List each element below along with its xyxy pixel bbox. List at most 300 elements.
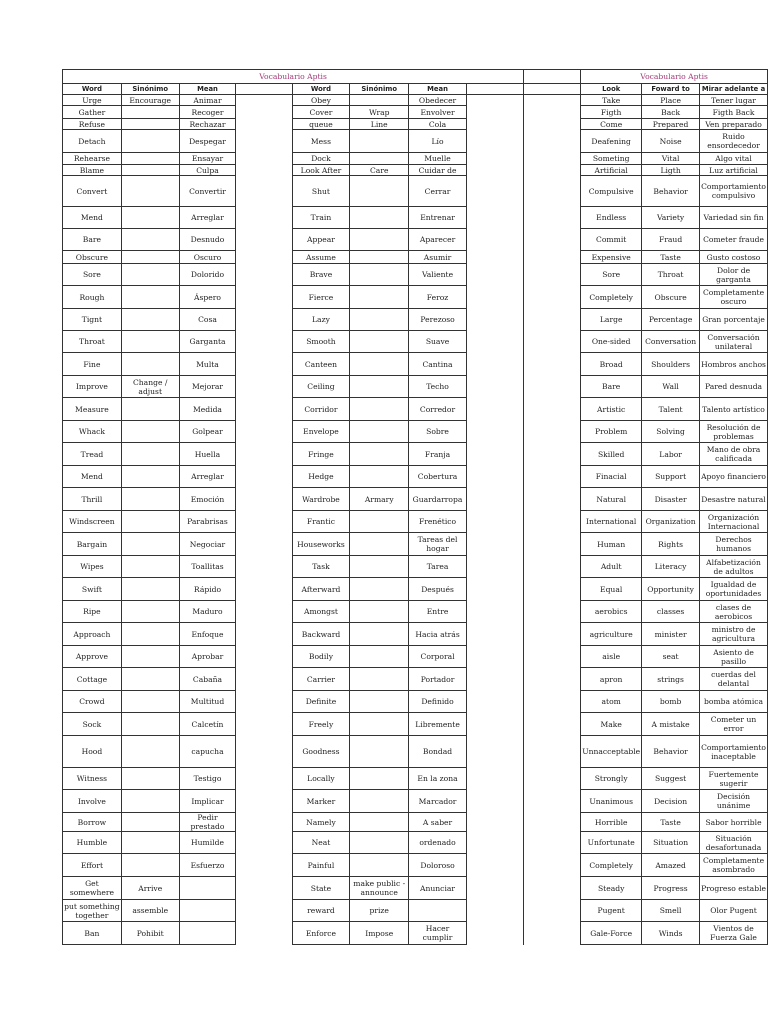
meaning-cell: Decisión unánime (700, 790, 768, 813)
meaning-cell: Humilde (179, 832, 236, 854)
look-cell: Commit (581, 229, 642, 251)
forward-cell: Conversation (642, 331, 700, 353)
meaning-cell: Tarea (409, 556, 467, 578)
table-row (63, 353, 768, 376)
word-cell: Definite (292, 691, 350, 713)
spacer-cell (524, 130, 581, 153)
spacer-cell (466, 691, 523, 713)
spacer-cell (466, 854, 523, 877)
meaning-cell: clases de aerobicos (700, 601, 768, 623)
table-row (63, 331, 768, 353)
word-cell: Refuse (63, 119, 122, 130)
look-cell: Expensive (581, 251, 642, 264)
look-cell: Sore (581, 264, 642, 286)
forward-cell: bomb (642, 691, 700, 713)
synonym-cell (350, 601, 409, 623)
meaning-cell: A saber (409, 813, 467, 832)
synonym-cell (121, 556, 179, 578)
forward-cell: Ligth (642, 165, 700, 176)
meaning-cell (179, 900, 236, 922)
meaning-cell: Hacia atrás (409, 623, 467, 646)
synonym-cell (350, 176, 409, 207)
look-cell: agriculture (581, 623, 642, 646)
spacer-cell (466, 421, 523, 443)
spacer-cell (236, 421, 292, 443)
synonym-cell (350, 421, 409, 443)
forward-cell: Taste (642, 813, 700, 832)
table-row (63, 533, 768, 556)
table-row (63, 153, 768, 165)
meaning-cell: Progreso estable (700, 877, 768, 900)
meaning-cell: Garganta (179, 331, 236, 353)
spacer-cell (236, 376, 292, 398)
synonym-cell (121, 646, 179, 668)
spacer-cell (466, 922, 523, 945)
spacer-cell (524, 922, 581, 945)
forward-cell: Literacy (642, 556, 700, 578)
spacer-cell (466, 309, 523, 331)
synonym-cell (350, 578, 409, 601)
spacer-cell (524, 691, 581, 713)
meaning-cell: Desnudo (179, 229, 236, 251)
spacer-cell (236, 165, 292, 176)
forward-cell: Behavior (642, 736, 700, 768)
forward-cell: Rights (642, 533, 700, 556)
word-cell: Freely (292, 713, 350, 736)
spacer-cell (524, 106, 581, 119)
blank-cell (524, 70, 581, 84)
spacer-cell (524, 229, 581, 251)
table-row (63, 165, 768, 176)
spacer-cell (466, 511, 523, 533)
meaning-cell: Entrenar (409, 207, 467, 229)
forward-cell: Amazed (642, 854, 700, 877)
look-cell: Artificial (581, 165, 642, 176)
table-row (63, 251, 768, 264)
spacer-cell (466, 130, 523, 153)
meaning-cell: Cerrar (409, 176, 467, 207)
synonym-cell (121, 854, 179, 877)
look-cell: Completely (581, 854, 642, 877)
synonym-cell: Wrap (350, 106, 409, 119)
word-cell: Locally (292, 768, 350, 790)
spacer-cell (524, 95, 581, 106)
meaning-cell: Anunciar (409, 877, 467, 900)
meaning-cell: Corporal (409, 646, 467, 668)
meaning-cell: Talento artístico (700, 398, 768, 421)
word-cell: Carrier (292, 668, 350, 691)
meaning-cell: Guardarropa (409, 488, 467, 511)
forward-cell: Talent (642, 398, 700, 421)
spacer-cell (466, 84, 523, 95)
word-cell: Sock (63, 713, 122, 736)
spacer-cell (466, 601, 523, 623)
spacer-cell (236, 119, 292, 130)
synonym-cell (121, 264, 179, 286)
forward-cell: Suggest (642, 768, 700, 790)
spacer-cell (466, 790, 523, 813)
synonym-cell (350, 533, 409, 556)
synonym-cell (350, 286, 409, 309)
meaning-cell: Cosa (179, 309, 236, 331)
synonym-cell (121, 488, 179, 511)
word-cell: Witness (63, 768, 122, 790)
meaning-cell: Áspero (179, 286, 236, 309)
spacer-cell (236, 398, 292, 421)
meaning-cell: Pedir prestado (179, 813, 236, 832)
spacer-cell (236, 736, 292, 768)
spacer-cell (524, 713, 581, 736)
spacer-cell (466, 488, 523, 511)
header-word-2: Word (292, 84, 350, 95)
meaning-cell: Culpa (179, 165, 236, 176)
look-cell: Strongly (581, 768, 642, 790)
header-synonym-2: Sinónimo (350, 84, 409, 95)
synonym-cell (121, 106, 179, 119)
word-cell: queue (292, 119, 350, 130)
table-row (63, 556, 768, 578)
synonym-cell (121, 176, 179, 207)
spacer-cell (466, 578, 523, 601)
synonym-cell (121, 153, 179, 165)
word-cell: Shut (292, 176, 350, 207)
meaning-cell: Frenético (409, 511, 467, 533)
synonym-cell (121, 421, 179, 443)
spacer-cell (524, 813, 581, 832)
synonym-cell (350, 556, 409, 578)
look-cell: Deafening (581, 130, 642, 153)
synonym-cell (350, 229, 409, 251)
spacer-cell (236, 130, 292, 153)
spacer-cell (524, 84, 581, 95)
meaning-cell: Oscuro (179, 251, 236, 264)
word-cell: Mend (63, 466, 122, 488)
meaning-cell: Convertir (179, 176, 236, 207)
meaning-cell: Arreglar (179, 207, 236, 229)
forward-cell: Situation (642, 832, 700, 854)
word-cell: Convert (63, 176, 122, 207)
table-row (63, 106, 768, 119)
synonym-cell: Change / adjust (121, 376, 179, 398)
meaning-cell: Conversación unilateral (700, 331, 768, 353)
look-cell: Gale-Force (581, 922, 642, 945)
spacer-cell (466, 331, 523, 353)
look-cell: Unnacceptable (581, 736, 642, 768)
spacer-cell (236, 511, 292, 533)
look-cell: atom (581, 691, 642, 713)
look-cell: Pugent (581, 900, 642, 922)
table-row (63, 376, 768, 398)
word-cell: Mess (292, 130, 350, 153)
look-cell: Figth (581, 106, 642, 119)
table-row (63, 900, 768, 922)
word-cell: Detach (63, 130, 122, 153)
meaning-cell: Golpear (179, 421, 236, 443)
spacer-cell (236, 877, 292, 900)
synonym-cell (350, 854, 409, 877)
meaning-cell: Hombros anchos (700, 353, 768, 376)
spacer-cell (466, 264, 523, 286)
word-cell: State (292, 877, 350, 900)
spacer-cell (466, 95, 523, 106)
synonym-cell (121, 443, 179, 466)
meaning-cell: ordenado (409, 832, 467, 854)
spacer-cell (236, 691, 292, 713)
forward-cell: Support (642, 466, 700, 488)
look-cell: Adult (581, 556, 642, 578)
table-row (63, 176, 768, 207)
header-synonym-1: Sinónimo (121, 84, 179, 95)
table-row (63, 443, 768, 466)
spacer-cell (524, 153, 581, 165)
spacer-cell (466, 768, 523, 790)
synonym-cell (350, 443, 409, 466)
spacer-cell (524, 736, 581, 768)
word-cell: Whack (63, 421, 122, 443)
spacer-cell (524, 376, 581, 398)
forward-cell: Throat (642, 264, 700, 286)
meaning-cell: Franja (409, 443, 467, 466)
spacer-cell (466, 646, 523, 668)
look-cell: One-sided (581, 331, 642, 353)
meaning-cell: Dolor de garganta (700, 264, 768, 286)
meaning-cell: Ruido ensordecedor (700, 130, 768, 153)
forward-cell: minister (642, 623, 700, 646)
spacer-cell (236, 251, 292, 264)
spacer-cell (466, 251, 523, 264)
look-cell: Take (581, 95, 642, 106)
spacer-cell (466, 623, 523, 646)
synonym-cell (121, 832, 179, 854)
word-cell: Tignt (63, 309, 122, 331)
spacer-cell (466, 466, 523, 488)
meaning-cell: Techo (409, 376, 467, 398)
synonym-cell (350, 376, 409, 398)
word-cell: Ripe (63, 601, 122, 623)
word-cell: Namely (292, 813, 350, 832)
spacer-cell (524, 251, 581, 264)
synonym-cell: Impose (350, 922, 409, 945)
meaning-cell: Bondad (409, 736, 467, 768)
meaning-cell: Tareas del hogar (409, 533, 467, 556)
header-mean-1: Mean (179, 84, 236, 95)
meaning-cell: Mejorar (179, 376, 236, 398)
word-cell: Swift (63, 578, 122, 601)
header-foward-to: Foward to (642, 84, 700, 95)
spacer-cell (524, 264, 581, 286)
word-cell: Involve (63, 790, 122, 813)
header-row (63, 84, 768, 95)
word-cell: Effort (63, 854, 122, 877)
table-row (63, 813, 768, 832)
spacer-cell (466, 877, 523, 900)
spacer-cell (524, 466, 581, 488)
look-cell: Skilled (581, 443, 642, 466)
synonym-cell: Armary (350, 488, 409, 511)
table-row (63, 286, 768, 309)
meaning-cell: Luz artificial (700, 165, 768, 176)
synonym-cell (350, 511, 409, 533)
meaning-cell: Sobre (409, 421, 467, 443)
meaning-cell (179, 877, 236, 900)
table-row (63, 832, 768, 854)
meaning-cell: Libremente (409, 713, 467, 736)
spacer-cell (236, 488, 292, 511)
forward-cell: A mistake (642, 713, 700, 736)
spacer-cell (524, 207, 581, 229)
word-cell: Urge (63, 95, 122, 106)
synonym-cell (350, 251, 409, 264)
spacer-cell (524, 877, 581, 900)
word-cell: Brave (292, 264, 350, 286)
synonym-cell: Care (350, 165, 409, 176)
meaning-cell: Comportamiento inaceptable (700, 736, 768, 768)
look-cell: Horrible (581, 813, 642, 832)
word-cell: Smooth (292, 331, 350, 353)
table-row (63, 119, 768, 130)
word-cell: Fine (63, 353, 122, 376)
spacer-cell (466, 376, 523, 398)
meaning-cell: Cabaña (179, 668, 236, 691)
word-cell: Lazy (292, 309, 350, 331)
meaning-cell: Ensayar (179, 153, 236, 165)
word-cell: Sore (63, 264, 122, 286)
table-row (63, 95, 768, 106)
table-row (63, 229, 768, 251)
spacer-cell (524, 443, 581, 466)
meaning-cell: Comportamiento compulsivo (700, 176, 768, 207)
word-cell: Marker (292, 790, 350, 813)
spacer-cell (466, 736, 523, 768)
meaning-cell: Huella (179, 443, 236, 466)
meaning-cell: Aprobar (179, 646, 236, 668)
vocabulary-table (62, 69, 768, 945)
meaning-cell: Cantina (409, 353, 467, 376)
word-cell: Bare (63, 229, 122, 251)
meaning-cell: Calcetín (179, 713, 236, 736)
synonym-cell: Line (350, 119, 409, 130)
spacer-cell (236, 813, 292, 832)
spacer-cell (466, 176, 523, 207)
spacer-cell (524, 768, 581, 790)
spacer-cell (236, 331, 292, 353)
synonym-cell (350, 264, 409, 286)
word-cell: Look After (292, 165, 350, 176)
spacer-cell (236, 207, 292, 229)
forward-cell: Smell (642, 900, 700, 922)
spacer-cell (466, 668, 523, 691)
synonym-cell (350, 668, 409, 691)
meaning-cell: capucha (179, 736, 236, 768)
meaning-cell: Algo vital (700, 153, 768, 165)
meaning-cell: Implicar (179, 790, 236, 813)
spacer-cell (236, 309, 292, 331)
spacer-cell (524, 398, 581, 421)
meaning-cell: Cometer fraude (700, 229, 768, 251)
spacer-cell (524, 668, 581, 691)
word-cell: Fierce (292, 286, 350, 309)
table-row (63, 736, 768, 768)
meaning-cell: En la zona (409, 768, 467, 790)
spacer-cell (236, 153, 292, 165)
forward-cell: Fraud (642, 229, 700, 251)
synonym-cell (121, 119, 179, 130)
synonym-cell (121, 165, 179, 176)
meaning-cell: Multa (179, 353, 236, 376)
word-cell: Throat (63, 331, 122, 353)
meaning-cell: Mano de obra calificada (700, 443, 768, 466)
meaning-cell: Parabrisas (179, 511, 236, 533)
word-cell: Borrow (63, 813, 122, 832)
synonym-cell (121, 229, 179, 251)
spacer-cell (524, 488, 581, 511)
forward-cell: Taste (642, 251, 700, 264)
synonym-cell (121, 713, 179, 736)
word-cell: Hedge (292, 466, 350, 488)
spacer-cell (236, 601, 292, 623)
meaning-cell: Derechos humanos (700, 533, 768, 556)
word-cell: Backward (292, 623, 350, 646)
synonym-cell (350, 95, 409, 106)
look-cell: Artistic (581, 398, 642, 421)
look-cell: Problem (581, 421, 642, 443)
meaning-cell: Negociar (179, 533, 236, 556)
spacer-cell (236, 353, 292, 376)
spacer-cell (236, 768, 292, 790)
synonym-cell (350, 353, 409, 376)
look-cell: Equal (581, 578, 642, 601)
table-row (63, 668, 768, 691)
look-cell: International (581, 511, 642, 533)
forward-cell: Progress (642, 877, 700, 900)
word-cell: Hood (63, 736, 122, 768)
look-cell: Endless (581, 207, 642, 229)
word-cell: Get somewhere (63, 877, 122, 900)
meaning-cell: Envolver (409, 106, 467, 119)
synonym-cell (121, 309, 179, 331)
synonym-cell (350, 713, 409, 736)
word-cell: Improve (63, 376, 122, 398)
table-row (63, 691, 768, 713)
look-cell: apron (581, 668, 642, 691)
look-cell: aisle (581, 646, 642, 668)
synonym-cell (121, 207, 179, 229)
spacer-cell (236, 229, 292, 251)
meaning-cell: Entre (409, 601, 467, 623)
spacer-cell (524, 790, 581, 813)
spacer-cell (236, 286, 292, 309)
word-cell: Envelope (292, 421, 350, 443)
look-cell: Come (581, 119, 642, 130)
header-word-1: Word (63, 84, 122, 95)
spacer-cell (236, 790, 292, 813)
meaning-cell: Suave (409, 331, 467, 353)
spacer-cell (466, 353, 523, 376)
word-cell: Cottage (63, 668, 122, 691)
spacer-cell (524, 578, 581, 601)
meaning-cell: Marcador (409, 790, 467, 813)
spacer-cell (524, 286, 581, 309)
synonym-cell (121, 813, 179, 832)
meaning-cell: Medida (179, 398, 236, 421)
spacer-cell (466, 713, 523, 736)
spacer-cell (236, 95, 292, 106)
meaning-cell: Pared desnuda (700, 376, 768, 398)
table-row (63, 713, 768, 736)
look-cell: Natural (581, 488, 642, 511)
table-row (63, 130, 768, 153)
look-cell: Steady (581, 877, 642, 900)
